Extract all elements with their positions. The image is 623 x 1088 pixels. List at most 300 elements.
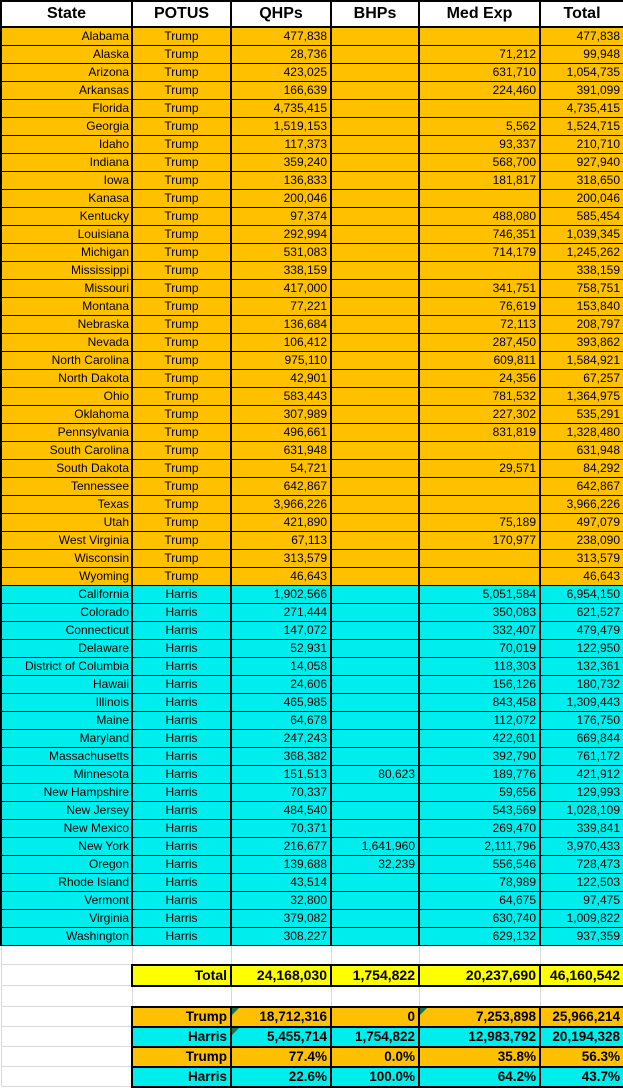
total-cell[interactable]: 1,028,109 xyxy=(540,802,623,820)
state-cell[interactable]: California xyxy=(1,586,132,604)
potus-cell[interactable]: Harris xyxy=(132,694,231,712)
total-cell[interactable]: 642,867 xyxy=(540,478,623,496)
summary-harris-percent-qhps-cell[interactable]: 22.6% xyxy=(231,1067,331,1087)
qhps-cell[interactable]: 359,240 xyxy=(231,154,331,172)
total-cell[interactable]: 200,046 xyxy=(540,190,623,208)
medexp-cell[interactable]: 70,019 xyxy=(419,640,540,658)
medexp-cell[interactable]: 781,532 xyxy=(419,388,540,406)
state-cell[interactable]: Minnesota xyxy=(1,766,132,784)
bhps-cell[interactable] xyxy=(331,694,419,712)
total-cell[interactable]: 1,009,822 xyxy=(540,910,623,928)
total-cell[interactable]: 631,948 xyxy=(540,442,623,460)
grand-total-bhps-cell[interactable]: 1,754,822 xyxy=(331,965,419,986)
total-cell[interactable]: 1,054,735 xyxy=(540,64,623,82)
grand-total-qhps-cell[interactable]: 24,168,030 xyxy=(231,965,331,986)
state-cell[interactable]: New Hampshire xyxy=(1,784,132,802)
medexp-cell[interactable]: 609,811 xyxy=(419,352,540,370)
state-cell[interactable]: Nevada xyxy=(1,334,132,352)
bhps-cell[interactable] xyxy=(331,784,419,802)
medexp-cell[interactable]: 76,619 xyxy=(419,298,540,316)
medexp-cell[interactable]: 843,458 xyxy=(419,694,540,712)
column-header-state[interactable]: State xyxy=(1,1,132,27)
potus-cell[interactable]: Trump xyxy=(132,370,231,388)
state-cell[interactable]: Illinois xyxy=(1,694,132,712)
medexp-cell[interactable]: 189,776 xyxy=(419,766,540,784)
medexp-cell[interactable]: 156,126 xyxy=(419,676,540,694)
state-cell[interactable]: Florida xyxy=(1,100,132,118)
medexp-cell[interactable]: 93,337 xyxy=(419,136,540,154)
qhps-cell[interactable]: 631,948 xyxy=(231,442,331,460)
state-cell[interactable]: South Carolina xyxy=(1,442,132,460)
total-cell[interactable]: 761,172 xyxy=(540,748,623,766)
medexp-cell[interactable] xyxy=(419,442,540,460)
medexp-cell[interactable]: 332,407 xyxy=(419,622,540,640)
potus-cell[interactable]: Trump xyxy=(132,352,231,370)
bhps-cell[interactable] xyxy=(331,442,419,460)
total-cell[interactable]: 1,524,715 xyxy=(540,118,623,136)
qhps-cell[interactable]: 67,113 xyxy=(231,532,331,550)
state-cell[interactable]: Hawaii xyxy=(1,676,132,694)
bhps-cell[interactable] xyxy=(331,532,419,550)
summary-harris-percent-total-cell[interactable]: 43.7% xyxy=(540,1067,623,1087)
state-cell[interactable]: Indiana xyxy=(1,154,132,172)
qhps-cell[interactable]: 200,046 xyxy=(231,190,331,208)
state-cell[interactable]: Iowa xyxy=(1,172,132,190)
medexp-cell[interactable]: 112,072 xyxy=(419,712,540,730)
medexp-cell[interactable]: 75,189 xyxy=(419,514,540,532)
potus-cell[interactable]: Harris xyxy=(132,658,231,676)
total-cell[interactable]: 3,970,433 xyxy=(540,838,623,856)
total-cell[interactable]: 1,245,262 xyxy=(540,244,623,262)
potus-cell[interactable]: Trump xyxy=(132,568,231,586)
bhps-cell[interactable] xyxy=(331,316,419,334)
qhps-cell[interactable]: 70,337 xyxy=(231,784,331,802)
total-cell[interactable]: 313,579 xyxy=(540,550,623,568)
bhps-cell[interactable] xyxy=(331,334,419,352)
qhps-cell[interactable]: 531,083 xyxy=(231,244,331,262)
bhps-cell[interactable] xyxy=(331,280,419,298)
potus-cell[interactable]: Trump xyxy=(132,424,231,442)
bhps-cell[interactable] xyxy=(331,244,419,262)
total-cell[interactable]: 4,735,415 xyxy=(540,100,623,118)
summary-trump-values-qhps-cell[interactable]: 18,712,316 xyxy=(231,1007,331,1027)
potus-cell[interactable]: Harris xyxy=(132,892,231,910)
qhps-cell[interactable]: 484,540 xyxy=(231,802,331,820)
bhps-cell[interactable]: 32,239 xyxy=(331,856,419,874)
total-cell[interactable]: 132,361 xyxy=(540,658,623,676)
bhps-cell[interactable] xyxy=(331,820,419,838)
state-cell[interactable]: New Mexico xyxy=(1,820,132,838)
state-cell[interactable]: South Dakota xyxy=(1,460,132,478)
qhps-cell[interactable]: 166,639 xyxy=(231,82,331,100)
state-cell[interactable]: Louisiana xyxy=(1,226,132,244)
state-cell[interactable]: District of Columbia xyxy=(1,658,132,676)
bhps-cell[interactable] xyxy=(331,298,419,316)
potus-cell[interactable]: Trump xyxy=(132,262,231,280)
medexp-cell[interactable]: 630,740 xyxy=(419,910,540,928)
state-cell[interactable]: North Dakota xyxy=(1,370,132,388)
qhps-cell[interactable]: 583,443 xyxy=(231,388,331,406)
bhps-cell[interactable] xyxy=(331,424,419,442)
total-cell[interactable]: 1,328,480 xyxy=(540,424,623,442)
qhps-cell[interactable]: 77,221 xyxy=(231,298,331,316)
potus-cell[interactable]: Trump xyxy=(132,298,231,316)
total-cell[interactable]: 176,750 xyxy=(540,712,623,730)
state-cell[interactable]: Mississippi xyxy=(1,262,132,280)
total-cell[interactable]: 535,291 xyxy=(540,406,623,424)
medexp-cell[interactable]: 24,356 xyxy=(419,370,540,388)
state-cell[interactable]: Utah xyxy=(1,514,132,532)
bhps-cell[interactable] xyxy=(331,568,419,586)
total-cell[interactable]: 339,841 xyxy=(540,820,623,838)
bhps-cell[interactable] xyxy=(331,658,419,676)
potus-cell[interactable]: Harris xyxy=(132,838,231,856)
total-cell[interactable]: 758,751 xyxy=(540,280,623,298)
qhps-cell[interactable]: 271,444 xyxy=(231,604,331,622)
state-cell[interactable]: Idaho xyxy=(1,136,132,154)
bhps-cell[interactable] xyxy=(331,262,419,280)
bhps-cell[interactable] xyxy=(331,712,419,730)
state-cell[interactable]: Arkansas xyxy=(1,82,132,100)
potus-cell[interactable]: Harris xyxy=(132,802,231,820)
bhps-cell[interactable] xyxy=(331,676,419,694)
qhps-cell[interactable]: 975,110 xyxy=(231,352,331,370)
medexp-cell[interactable]: 5,562 xyxy=(419,118,540,136)
total-cell[interactable]: 421,912 xyxy=(540,766,623,784)
potus-cell[interactable]: Harris xyxy=(132,604,231,622)
bhps-cell[interactable]: 80,623 xyxy=(331,766,419,784)
state-cell[interactable]: Tennessee xyxy=(1,478,132,496)
bhps-cell[interactable] xyxy=(331,226,419,244)
medexp-cell[interactable]: 714,179 xyxy=(419,244,540,262)
summary-trump-percent-total-cell[interactable]: 56.3% xyxy=(540,1047,623,1067)
qhps-cell[interactable]: 136,684 xyxy=(231,316,331,334)
potus-cell[interactable]: Harris xyxy=(132,784,231,802)
bhps-cell[interactable] xyxy=(331,388,419,406)
potus-cell[interactable]: Harris xyxy=(132,856,231,874)
bhps-cell[interactable] xyxy=(331,622,419,640)
bhps-cell[interactable] xyxy=(331,550,419,568)
total-cell[interactable]: 238,090 xyxy=(540,532,623,550)
medexp-cell[interactable] xyxy=(419,262,540,280)
potus-cell[interactable]: Trump xyxy=(132,27,231,46)
total-cell[interactable]: 477,838 xyxy=(540,27,623,46)
bhps-cell[interactable] xyxy=(331,46,419,64)
qhps-cell[interactable]: 4,735,415 xyxy=(231,100,331,118)
potus-cell[interactable]: Trump xyxy=(132,460,231,478)
qhps-cell[interactable]: 151,513 xyxy=(231,766,331,784)
state-cell[interactable]: Pennsylvania xyxy=(1,424,132,442)
bhps-cell[interactable] xyxy=(331,208,419,226)
state-cell[interactable]: Massachusetts xyxy=(1,748,132,766)
medexp-cell[interactable]: 72,113 xyxy=(419,316,540,334)
state-cell[interactable]: Arizona xyxy=(1,64,132,82)
bhps-cell[interactable] xyxy=(331,730,419,748)
potus-cell[interactable]: Harris xyxy=(132,640,231,658)
state-cell[interactable]: Colorado xyxy=(1,604,132,622)
state-cell[interactable]: Connecticut xyxy=(1,622,132,640)
total-cell[interactable]: 1,364,975 xyxy=(540,388,623,406)
bhps-cell[interactable] xyxy=(331,910,419,928)
medexp-cell[interactable]: 224,460 xyxy=(419,82,540,100)
state-cell[interactable]: Michigan xyxy=(1,244,132,262)
bhps-cell[interactable] xyxy=(331,604,419,622)
qhps-cell[interactable]: 14,058 xyxy=(231,658,331,676)
qhps-cell[interactable]: 52,931 xyxy=(231,640,331,658)
total-cell[interactable]: 122,503 xyxy=(540,874,623,892)
medexp-cell[interactable]: 287,450 xyxy=(419,334,540,352)
state-cell[interactable]: Maine xyxy=(1,712,132,730)
total-cell[interactable]: 46,643 xyxy=(540,568,623,586)
medexp-cell[interactable]: 227,302 xyxy=(419,406,540,424)
total-cell[interactable]: 97,475 xyxy=(540,892,623,910)
bhps-cell[interactable] xyxy=(331,64,419,82)
summary-harris-values-total-cell[interactable]: 20,194,328 xyxy=(540,1027,623,1047)
column-header-total[interactable]: Total xyxy=(540,1,623,27)
state-cell[interactable]: Texas xyxy=(1,496,132,514)
medexp-cell[interactable]: 170,977 xyxy=(419,532,540,550)
potus-cell[interactable]: Trump xyxy=(132,208,231,226)
qhps-cell[interactable]: 42,901 xyxy=(231,370,331,388)
total-cell[interactable]: 318,650 xyxy=(540,172,623,190)
qhps-cell[interactable]: 3,966,226 xyxy=(231,496,331,514)
bhps-cell[interactable] xyxy=(331,190,419,208)
column-header-qhps[interactable]: QHPs xyxy=(231,1,331,27)
potus-cell[interactable]: Trump xyxy=(132,190,231,208)
total-cell[interactable]: 84,292 xyxy=(540,460,623,478)
bhps-cell[interactable] xyxy=(331,118,419,136)
total-cell[interactable]: 937,359 xyxy=(540,928,623,946)
state-cell[interactable]: Nebraska xyxy=(1,316,132,334)
summary-harris-values-qhps-cell[interactable]: 5,455,714 xyxy=(231,1027,331,1047)
bhps-cell[interactable] xyxy=(331,748,419,766)
summary-trump-values-medexp-cell[interactable]: 7,253,898 xyxy=(419,1007,540,1027)
total-cell[interactable]: 1,039,345 xyxy=(540,226,623,244)
potus-cell[interactable]: Trump xyxy=(132,550,231,568)
summary-trump-values-bhps-cell[interactable]: 0 xyxy=(331,1007,419,1027)
medexp-cell[interactable]: 78,989 xyxy=(419,874,540,892)
potus-cell[interactable]: Harris xyxy=(132,928,231,946)
qhps-cell[interactable]: 139,688 xyxy=(231,856,331,874)
bhps-cell[interactable] xyxy=(331,802,419,820)
potus-cell[interactable]: Harris xyxy=(132,586,231,604)
bhps-cell[interactable]: 1,641,960 xyxy=(331,838,419,856)
total-cell[interactable]: 728,473 xyxy=(540,856,623,874)
total-cell[interactable]: 129,993 xyxy=(540,784,623,802)
potus-cell[interactable]: Harris xyxy=(132,766,231,784)
bhps-cell[interactable] xyxy=(331,100,419,118)
qhps-cell[interactable]: 117,373 xyxy=(231,136,331,154)
bhps-cell[interactable] xyxy=(331,478,419,496)
summary-harris-percent-label[interactable]: Harris xyxy=(132,1067,231,1087)
qhps-cell[interactable]: 64,678 xyxy=(231,712,331,730)
potus-cell[interactable]: Trump xyxy=(132,226,231,244)
potus-cell[interactable]: Trump xyxy=(132,100,231,118)
qhps-cell[interactable]: 417,000 xyxy=(231,280,331,298)
qhps-cell[interactable]: 313,579 xyxy=(231,550,331,568)
qhps-cell[interactable]: 136,833 xyxy=(231,172,331,190)
potus-cell[interactable]: Trump xyxy=(132,334,231,352)
qhps-cell[interactable]: 28,736 xyxy=(231,46,331,64)
column-header-bhps[interactable]: BHPs xyxy=(331,1,419,27)
qhps-cell[interactable]: 307,989 xyxy=(231,406,331,424)
qhps-cell[interactable]: 46,643 xyxy=(231,568,331,586)
total-cell[interactable]: 669,844 xyxy=(540,730,623,748)
state-cell[interactable]: Wyoming xyxy=(1,568,132,586)
bhps-cell[interactable] xyxy=(331,154,419,172)
medexp-cell[interactable]: 118,303 xyxy=(419,658,540,676)
summary-trump-percent-bhps-cell[interactable]: 0.0% xyxy=(331,1047,419,1067)
potus-cell[interactable]: Harris xyxy=(132,820,231,838)
medexp-cell[interactable] xyxy=(419,550,540,568)
bhps-cell[interactable] xyxy=(331,370,419,388)
medexp-cell[interactable]: 341,751 xyxy=(419,280,540,298)
medexp-cell[interactable]: 2,111,796 xyxy=(419,838,540,856)
qhps-cell[interactable]: 379,082 xyxy=(231,910,331,928)
potus-cell[interactable]: Harris xyxy=(132,874,231,892)
state-cell[interactable]: Rhode Island xyxy=(1,874,132,892)
qhps-cell[interactable]: 43,514 xyxy=(231,874,331,892)
total-cell[interactable]: 479,479 xyxy=(540,622,623,640)
state-cell[interactable]: West Virginia xyxy=(1,532,132,550)
bhps-cell[interactable] xyxy=(331,892,419,910)
state-cell[interactable]: Kentucky xyxy=(1,208,132,226)
qhps-cell[interactable]: 70,371 xyxy=(231,820,331,838)
medexp-cell[interactable]: 488,080 xyxy=(419,208,540,226)
state-cell[interactable]: Alaska xyxy=(1,46,132,64)
potus-cell[interactable]: Trump xyxy=(132,316,231,334)
medexp-cell[interactable]: 29,571 xyxy=(419,460,540,478)
grand-total-total-cell[interactable]: 46,160,542 xyxy=(540,965,623,986)
qhps-cell[interactable]: 147,072 xyxy=(231,622,331,640)
medexp-cell[interactable]: 392,790 xyxy=(419,748,540,766)
summary-harris-percent-bhps-cell[interactable]: 100.0% xyxy=(331,1067,419,1087)
summary-trump-percent-qhps-cell[interactable]: 77.4% xyxy=(231,1047,331,1067)
qhps-cell[interactable]: 32,800 xyxy=(231,892,331,910)
total-cell[interactable]: 338,159 xyxy=(540,262,623,280)
state-cell[interactable]: Oregon xyxy=(1,856,132,874)
qhps-cell[interactable]: 423,025 xyxy=(231,64,331,82)
summary-harris-values-label[interactable]: Harris xyxy=(132,1027,231,1047)
medexp-cell[interactable]: 543,569 xyxy=(419,802,540,820)
summary-trump-values-total-cell[interactable]: 25,966,214 xyxy=(540,1007,623,1027)
bhps-cell[interactable] xyxy=(331,514,419,532)
medexp-cell[interactable]: 269,470 xyxy=(419,820,540,838)
potus-cell[interactable]: Harris xyxy=(132,748,231,766)
potus-cell[interactable]: Trump xyxy=(132,442,231,460)
qhps-cell[interactable]: 368,382 xyxy=(231,748,331,766)
total-cell[interactable]: 99,948 xyxy=(540,46,623,64)
bhps-cell[interactable] xyxy=(331,460,419,478)
state-cell[interactable]: Delaware xyxy=(1,640,132,658)
bhps-cell[interactable] xyxy=(331,640,419,658)
potus-cell[interactable]: Trump xyxy=(132,136,231,154)
potus-cell[interactable]: Harris xyxy=(132,712,231,730)
total-cell[interactable]: 67,257 xyxy=(540,370,623,388)
grand-total-medexp-cell[interactable]: 20,237,690 xyxy=(419,965,540,986)
qhps-cell[interactable]: 216,677 xyxy=(231,838,331,856)
potus-cell[interactable]: Trump xyxy=(132,280,231,298)
total-cell[interactable]: 927,940 xyxy=(540,154,623,172)
total-cell[interactable]: 585,454 xyxy=(540,208,623,226)
medexp-cell[interactable]: 746,351 xyxy=(419,226,540,244)
potus-cell[interactable]: Trump xyxy=(132,514,231,532)
qhps-cell[interactable]: 642,867 xyxy=(231,478,331,496)
bhps-cell[interactable] xyxy=(331,586,419,604)
potus-cell[interactable]: Harris xyxy=(132,676,231,694)
total-cell[interactable]: 6,954,150 xyxy=(540,586,623,604)
medexp-cell[interactable]: 350,083 xyxy=(419,604,540,622)
summary-trump-values-label[interactable]: Trump xyxy=(132,1007,231,1027)
medexp-cell[interactable]: 629,132 xyxy=(419,928,540,946)
qhps-cell[interactable]: 24,606 xyxy=(231,676,331,694)
state-cell[interactable]: Montana xyxy=(1,298,132,316)
qhps-cell[interactable]: 97,374 xyxy=(231,208,331,226)
potus-cell[interactable]: Harris xyxy=(132,622,231,640)
medexp-cell[interactable]: 64,675 xyxy=(419,892,540,910)
state-cell[interactable]: New York xyxy=(1,838,132,856)
total-cell[interactable]: 1,309,443 xyxy=(540,694,623,712)
qhps-cell[interactable]: 247,243 xyxy=(231,730,331,748)
summary-trump-percent-label[interactable]: Trump xyxy=(132,1047,231,1067)
medexp-cell[interactable]: 831,819 xyxy=(419,424,540,442)
summary-harris-percent-medexp-cell[interactable]: 64.2% xyxy=(419,1067,540,1087)
potus-cell[interactable]: Trump xyxy=(132,406,231,424)
medexp-cell[interactable] xyxy=(419,190,540,208)
medexp-cell[interactable]: 422,601 xyxy=(419,730,540,748)
qhps-cell[interactable]: 338,159 xyxy=(231,262,331,280)
state-cell[interactable]: Washington xyxy=(1,928,132,946)
medexp-cell[interactable]: 71,212 xyxy=(419,46,540,64)
state-cell[interactable]: Maryland xyxy=(1,730,132,748)
qhps-cell[interactable]: 1,902,566 xyxy=(231,586,331,604)
bhps-cell[interactable] xyxy=(331,172,419,190)
potus-cell[interactable]: Trump xyxy=(132,496,231,514)
potus-cell[interactable]: Trump xyxy=(132,154,231,172)
state-cell[interactable]: Georgia xyxy=(1,118,132,136)
total-cell[interactable]: 3,966,226 xyxy=(540,496,623,514)
potus-cell[interactable]: Trump xyxy=(132,64,231,82)
qhps-cell[interactable]: 496,661 xyxy=(231,424,331,442)
bhps-cell[interactable] xyxy=(331,82,419,100)
potus-cell[interactable]: Trump xyxy=(132,478,231,496)
medexp-cell[interactable] xyxy=(419,568,540,586)
medexp-cell[interactable]: 181,817 xyxy=(419,172,540,190)
state-cell[interactable]: Alabama xyxy=(1,27,132,46)
state-cell[interactable]: Oklahoma xyxy=(1,406,132,424)
state-cell[interactable]: Virginia xyxy=(1,910,132,928)
qhps-cell[interactable]: 308,227 xyxy=(231,928,331,946)
bhps-cell[interactable] xyxy=(331,928,419,946)
potus-cell[interactable]: Harris xyxy=(132,730,231,748)
summary-harris-values-bhps-cell[interactable]: 1,754,822 xyxy=(331,1027,419,1047)
state-cell[interactable]: Ohio xyxy=(1,388,132,406)
qhps-cell[interactable]: 1,519,153 xyxy=(231,118,331,136)
medexp-cell[interactable] xyxy=(419,100,540,118)
total-cell[interactable]: 153,840 xyxy=(540,298,623,316)
medexp-cell[interactable]: 556,546 xyxy=(419,856,540,874)
bhps-cell[interactable] xyxy=(331,406,419,424)
medexp-cell[interactable]: 631,710 xyxy=(419,64,540,82)
state-cell[interactable]: Missouri xyxy=(1,280,132,298)
medexp-cell[interactable]: 568,700 xyxy=(419,154,540,172)
total-cell[interactable]: 210,710 xyxy=(540,136,623,154)
bhps-cell[interactable] xyxy=(331,27,419,46)
qhps-cell[interactable]: 477,838 xyxy=(231,27,331,46)
medexp-cell[interactable]: 5,051,584 xyxy=(419,586,540,604)
column-header-med-exp[interactable]: Med Exp xyxy=(419,1,540,27)
qhps-cell[interactable]: 465,985 xyxy=(231,694,331,712)
